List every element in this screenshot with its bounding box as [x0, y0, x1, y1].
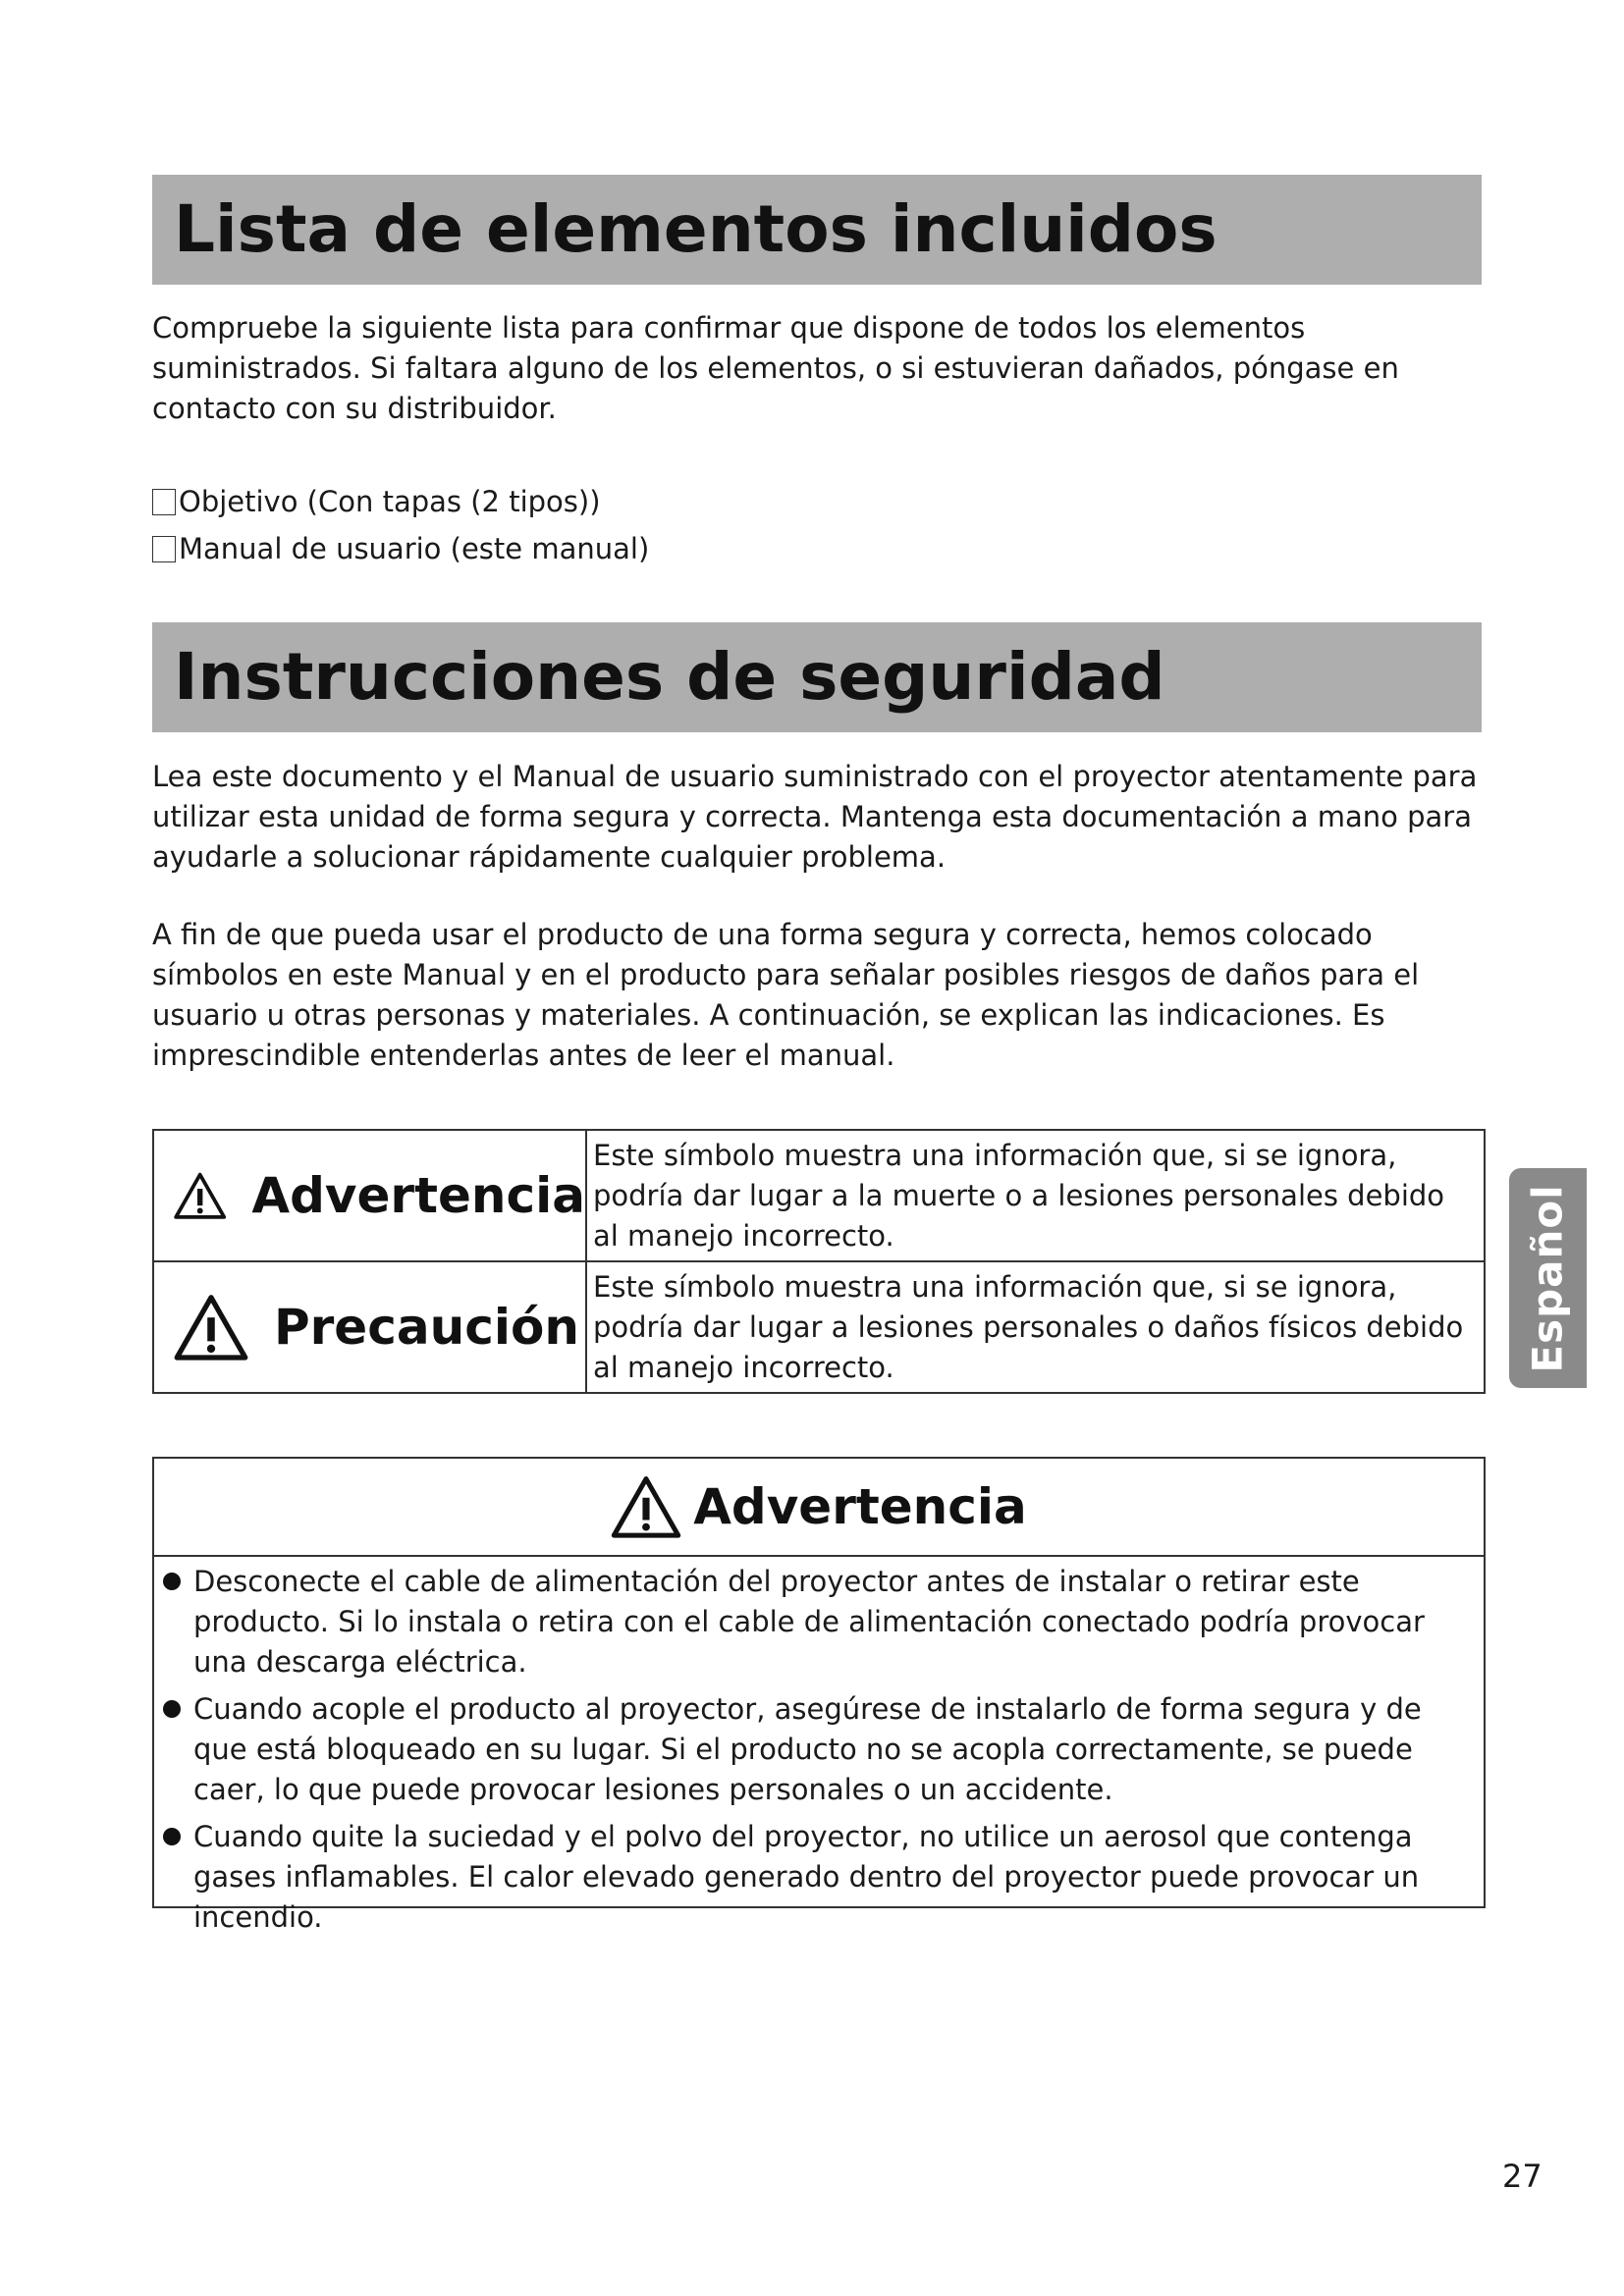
section-heading-included-items: Lista de elementos incluidos: [152, 175, 1482, 285]
warning-triangle-icon: [611, 1475, 681, 1538]
bullet-dot-icon: [163, 1573, 181, 1590]
symbol-label-cell: [153, 1130, 586, 1261]
symbol-label-cell: [153, 1261, 586, 1393]
included-items-list: [152, 478, 649, 572]
list-item: [154, 1817, 1484, 1938]
language-tab-label: Español: [1524, 1183, 1572, 1373]
symbol-description-caution: Este símbolo muestra una información que, si se ignora, podría dar lugar a lesiones personales o daños físicos debido al manejo incorrecto.: [586, 1261, 1485, 1393]
symbol-legend-table: [152, 1129, 1486, 1394]
warning-item-text: Desconecte el cable de alimentación del proyector antes de instalar o retirar este producto. Si lo instala o retira con el cable de alimentación conectado podría provocar una descarga eléctrica.: [193, 1565, 1425, 1679]
warning-triangle-icon: [174, 1162, 226, 1229]
included-items-intro: Compruebe la siguiente lista para confirmar que dispone de todos los elementos suministrados. Si faltara alguno de los elementos, o si estuvieran dañados, póngase en contacto con su distribuidor.: [152, 311, 1399, 425]
checkbox-icon: [152, 489, 176, 515]
list-item-label: Objetivo (Con tapas (2 tipos)): [179, 485, 601, 518]
list-item: [152, 525, 649, 572]
symbol-label-caution: Precaución: [274, 1299, 579, 1356]
checkbox-icon: [152, 536, 176, 562]
warning-box-title: Advertencia: [693, 1478, 1027, 1535]
warning-box: [152, 1457, 1486, 1934]
bullet-dot-icon: [163, 1828, 181, 1845]
safety-para-2: A fin de que pueda usar el producto de una forma segura y correcta, hemos colocado símbolos en este Manual y en el producto para señalar posibles riesgos de daños para el usuario u otras personas y materiales. A continuación, se explican las indicaciones. Es imprescindible entenderlas antes de leer el manual.: [152, 918, 1420, 1072]
table-row: [153, 1130, 1485, 1261]
list-item: [152, 478, 649, 525]
safety-para-1: Lea este documento y el Manual de usuario suministrado con el proyector atentamente para utilizar esta unidad de forma segura y correcta. Mantenga esta documentación a mano para ayudarle a solucionar rápidamente cualquier problema.: [152, 760, 1478, 874]
table-row: [153, 1261, 1485, 1393]
page-number: 27: [1502, 2158, 1543, 2195]
symbol-description-warning: Este símbolo muestra una información que, si se ignora, podría dar lugar a la muerte o a lesiones personales debido al manejo incorrecto.: [586, 1130, 1485, 1261]
list-item-label: Manual de usuario (este manual): [179, 532, 650, 565]
warning-list: [154, 1557, 1484, 1938]
list-item: [154, 1689, 1484, 1810]
warning-item-text: Cuando quite la suciedad y el polvo del proyector, no utilice un aerosol que contenga gases inflamables. El calor elevado generado dentro del proyector puede provocar un incendio.: [193, 1820, 1420, 1934]
warning-triangle-icon: [174, 1294, 248, 1361]
language-tab: [1509, 1168, 1587, 1388]
section-heading-safety: Instrucciones de seguridad: [152, 622, 1482, 732]
warning-item-text: Cuando acople el producto al proyector, asegúrese de instalarlo de forma segura y de que está bloqueado en su lugar. Si el producto no se acopla correctamente, se puede caer, lo que puede provocar lesiones personales o un accidente.: [193, 1692, 1422, 1806]
warning-box-header: [154, 1459, 1484, 1557]
list-item: [154, 1562, 1484, 1682]
bullet-dot-icon: [163, 1700, 181, 1718]
symbol-label-warning: Advertencia: [251, 1167, 585, 1224]
